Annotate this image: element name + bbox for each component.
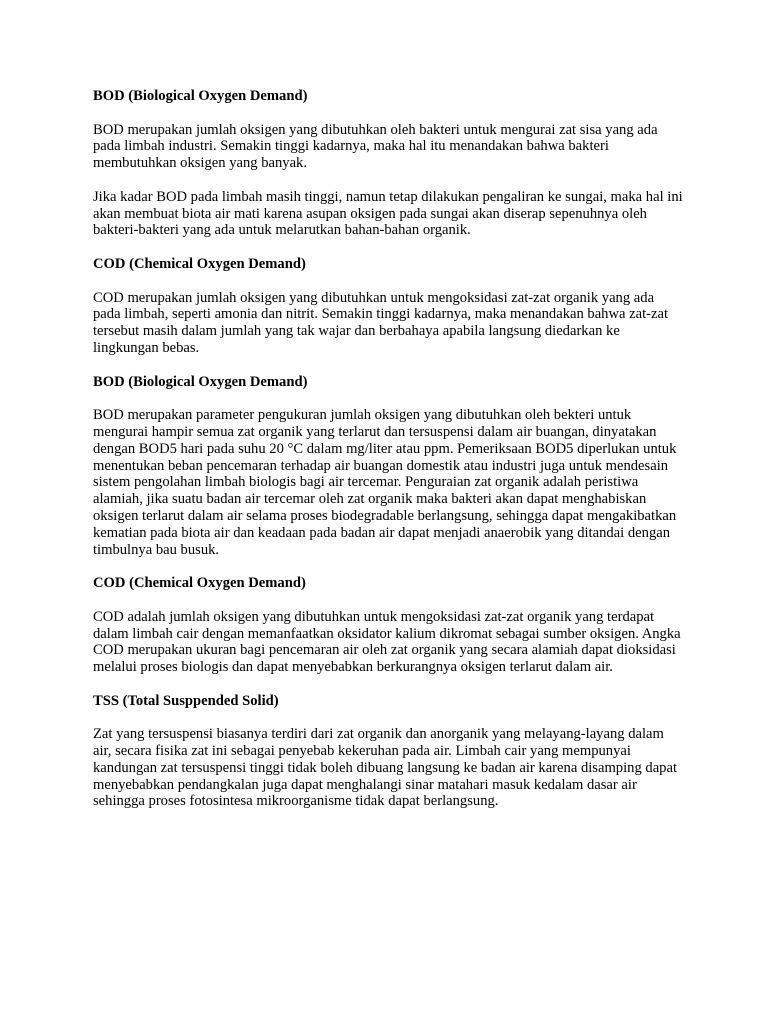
section-tss bbox=[93, 693, 683, 811]
paragraph: COD merupakan jumlah oksigen yang dibutuhkan untuk mengoksidasi zat-zat organik yang ada pada limbah, seperti amonia dan nitrit. Semakin tinggi kadarnya, maka menandakan bahwa zat-zat tersebut masih dalam jumlah yang tak wajar dan berbahaya apabila langsung diedarkan ke lingkungan bebas. bbox=[93, 289, 669, 356]
section-bod-2 bbox=[93, 374, 683, 559]
paragraph: COD adalah jumlah oksigen yang dibutuhkan untuk mengoksidasi zat-zat organik yang terdapat dalam limbah cair dengan memanfaatkan oksidator kalium dikromat sebagai sumber oksigen. Angka COD merupakan ukuran bagi pencemaran air oleh zat organik yang secara alamiah dapat dioksidasi melalui proses biologis dan dapat menyebabkan berkurangnya oksigen terlarut dalam air. bbox=[93, 608, 681, 676]
paragraph: Zat yang tersuspensi biasanya terdiri dari zat organik dan anorganik yang melayang-layang dalam air, secara fisika zat ini sebagai penyebab kekeruhan pada air. Limbah cair yang mempunyai kandungan zat tersuspensi tinggi tidak boleh dibuang langsung ke badan air karena disamping dapat menyebabkan pendangkalan juga dapat menghalangi sinar matahari masuk kedalam dasar air sehingga proses fotosintesa mikroorganisme tidak dapat berlangsung. bbox=[93, 726, 677, 810]
section-heading: BOD (Biological Oxygen Demand) bbox=[93, 373, 308, 390]
section-bod-1 bbox=[93, 88, 683, 239]
section-cod-1 bbox=[93, 256, 683, 357]
paragraph: BOD merupakan jumlah oksigen yang dibutuhkan oleh bakteri untuk mengurai zat sisa yang ada pada limbah industri. Semakin tinggi kadarnya, maka hal itu menandakan bahwa bakteri membutuhkan oksigen yang banyak. bbox=[93, 121, 658, 172]
section-heading: BOD (Biological Oxygen Demand) bbox=[93, 88, 308, 104]
section-heading: COD (Chemical Oxygen Demand) bbox=[93, 255, 306, 272]
paragraph: Jika kadar BOD pada limbah masih tinggi, namun tetap dilakukan pengaliran ke sungai, maka hal ini akan membuat biota air mati karena asupan oksigen pada sungai akan diserap sepenuhnya oleh bakteri-bakteri yang ada untuk melarutkan bahan-bahan organik. bbox=[93, 188, 683, 239]
paragraph: BOD merupakan parameter pengukuran jumlah oksigen yang dibutuhkan oleh bekteri untuk mengurai hampir semua zat organik yang terlarut dan tersuspensi dalam air buangan, dinyatakan dengan BOD5 hari pada suhu 20 °C dalam mg/liter atau ppm. Pemeriksaan BOD5 diperlukan untuk menentukan beban pencemaran terhadap air buangan domestik atau industri juga untuk mendesain sistem pengolahan limbah biologis bagi air tercemar. Penguraian zat organik adalah peristiwa alamiah, jika suatu badan air tercemar oleh zat organik maka bakteri akan dapat menghabiskan oksigen terlarut dalam air selama proses biodegradable berlangsung, sehingga dapat mengakibatkan kematian pada biota air dan keadaan pada badan air dapat menjadi anaerobik yang ditandai dengan timbulnya bau busuk. bbox=[93, 407, 677, 558]
section-heading: COD (Chemical Oxygen Demand) bbox=[93, 575, 306, 592]
document-page bbox=[93, 88, 683, 827]
section-cod-2 bbox=[93, 575, 683, 676]
section-heading: TSS (Total Susppended Solid) bbox=[93, 692, 279, 709]
